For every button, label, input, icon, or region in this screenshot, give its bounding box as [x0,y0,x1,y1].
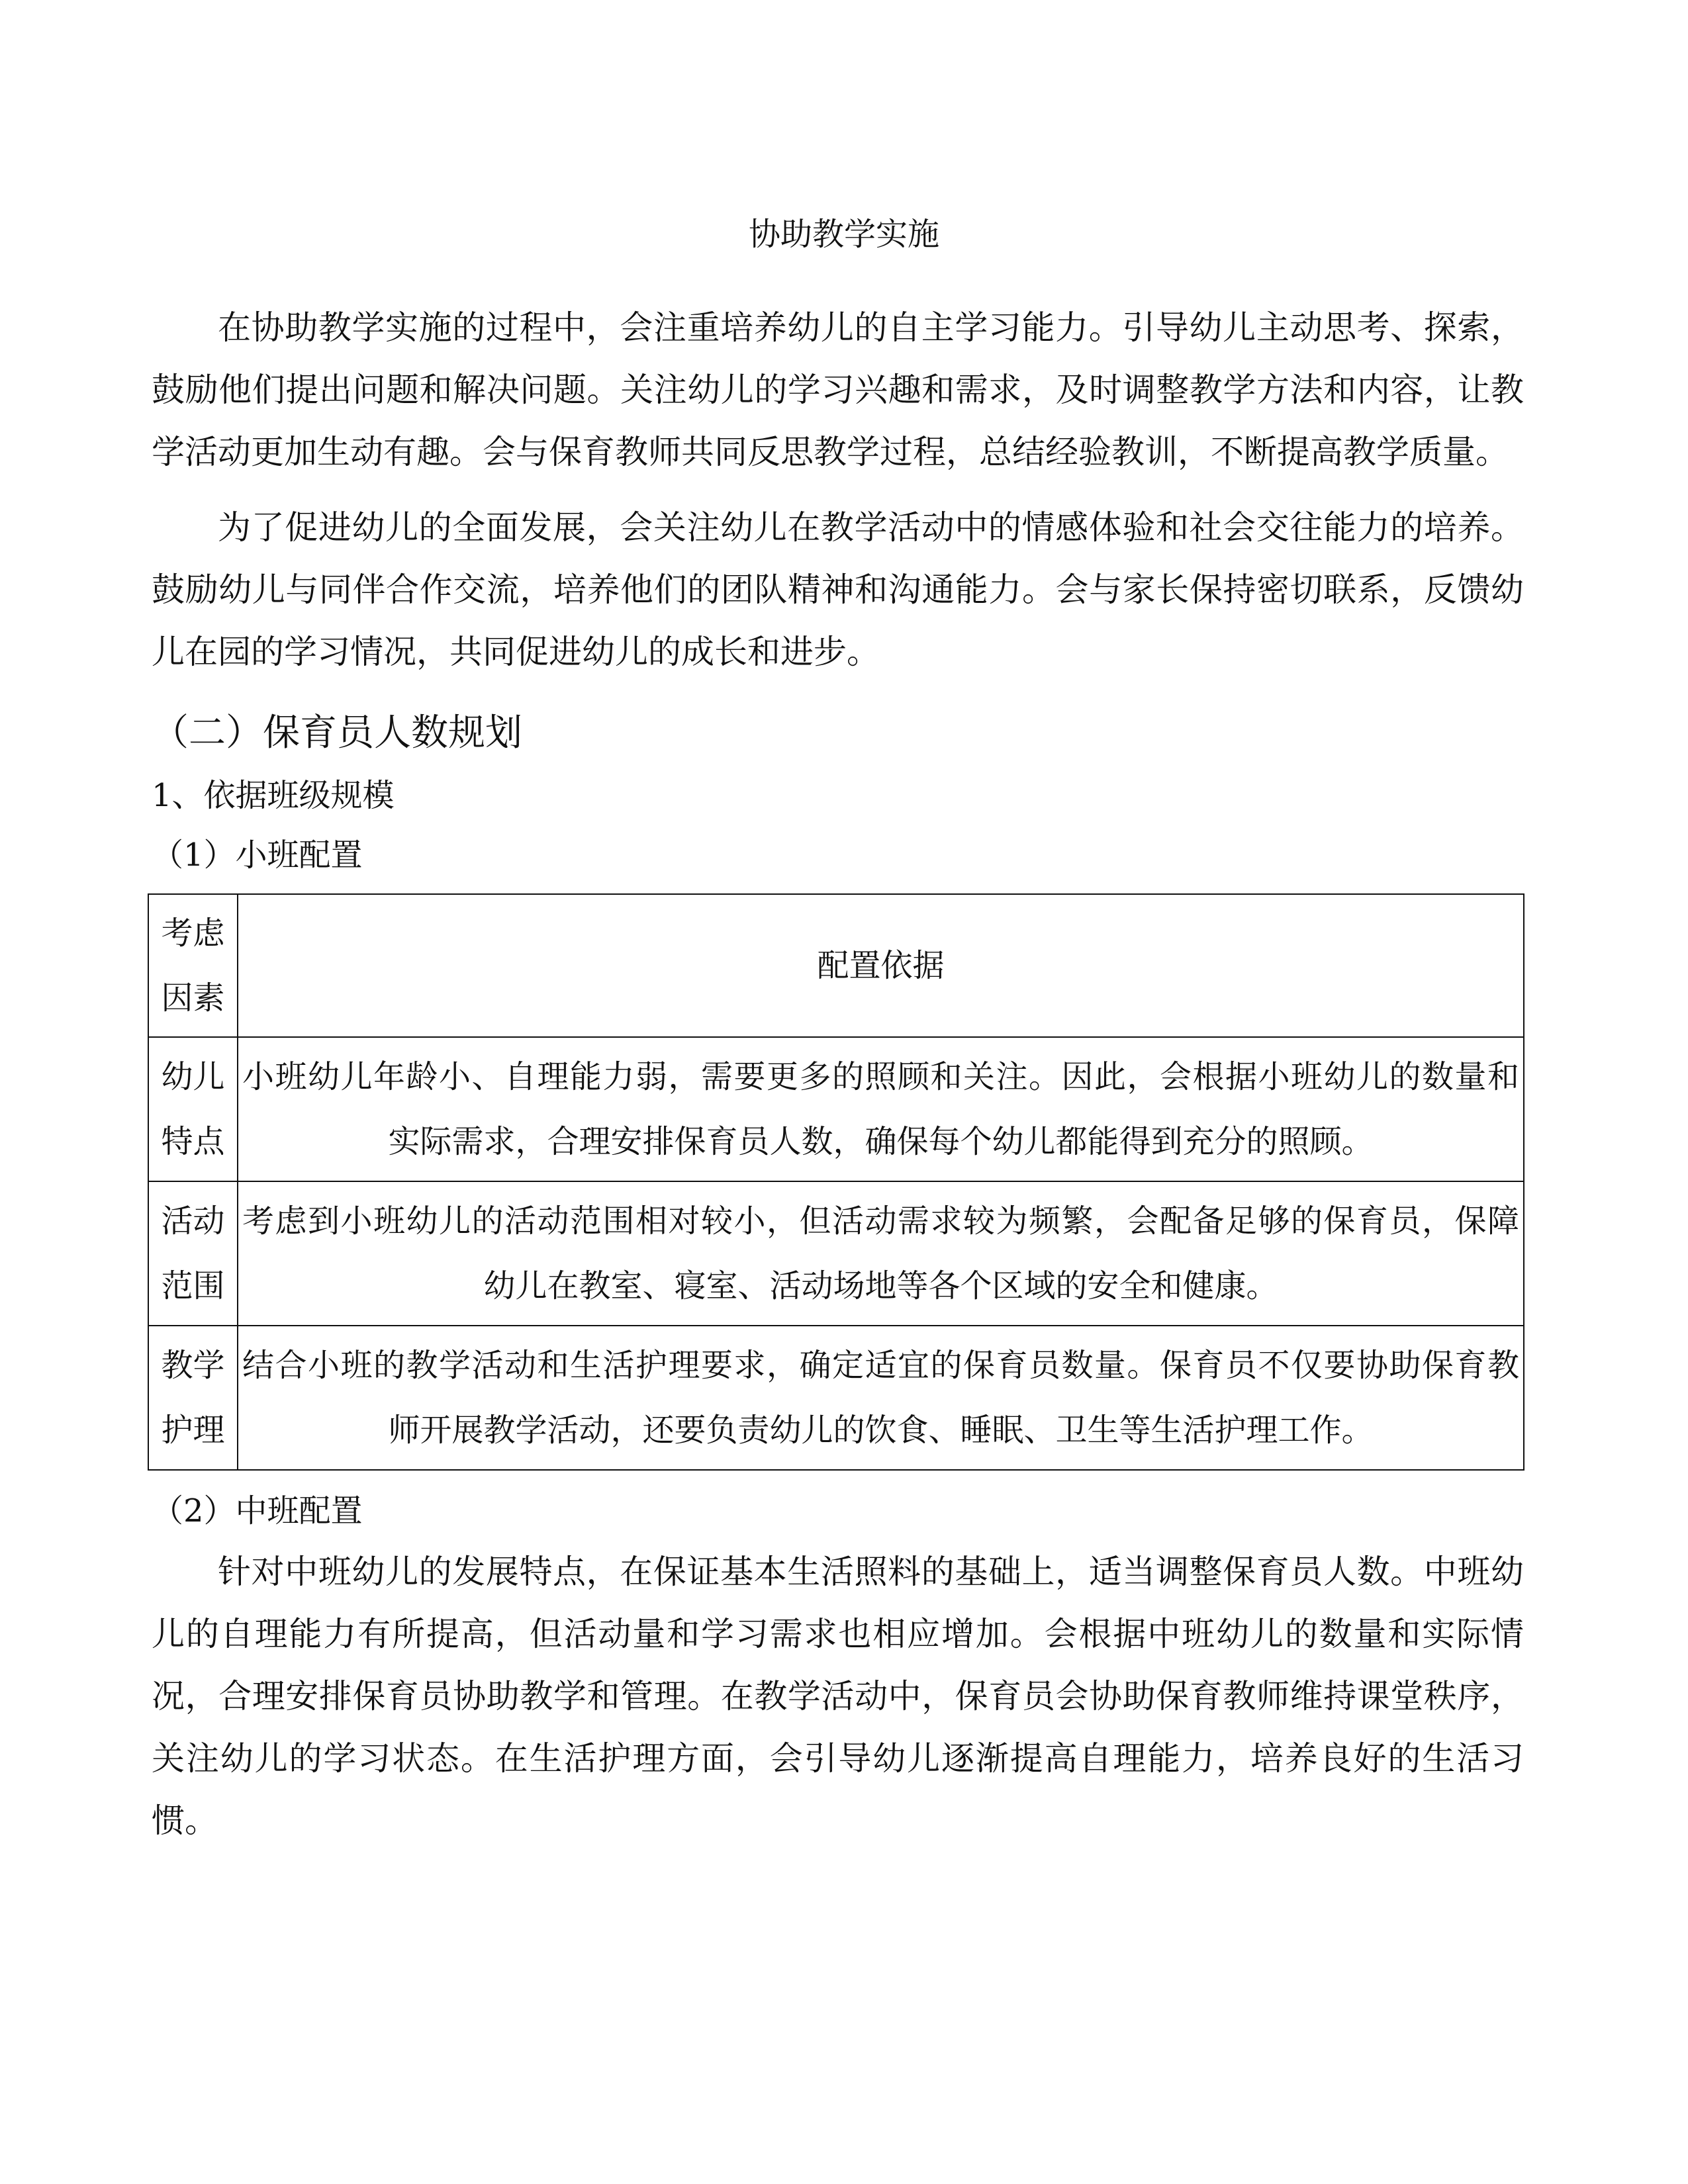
row-factor [148,1037,238,1181]
paragraph-middle-class [152,1541,1524,1852]
header-factor-line: 因素 [161,979,225,1017]
header-basis: 配置依据 [238,894,1524,1037]
header-factor [148,894,238,1037]
text-line: 儿的自理能力有所提高，但活动量和学习需求也相应增加。会根据中班幼儿的数量和实际情 [152,1615,1524,1653]
paragraph-teaching-implementation [152,296,1524,483]
row-basis [238,1181,1524,1326]
text-line: 鼓励他们提出问题和解决问题。关注幼儿的学习兴趣和需求，及时调整教学方法和内容，让教 [152,371,1524,409]
row-factor [148,1181,238,1326]
row-basis [238,1037,1524,1181]
paragraph-overall-development [152,496,1524,683]
middle-class-heading: （2）中班配置 [152,1492,363,1529]
table-row [148,1037,1524,1181]
text-line: 儿在园的学习情况，共同促进幼儿的成长和进步。 [152,633,880,671]
text-line: 鼓励幼儿与同伴合作交流，培养他们的团队精神和沟通能力。会与家长保持密切联系，反馈幼 [152,570,1524,609]
basis-line: 结合小班的教学活动和生活护理要求，确定适宜的保育员数量。保育员不仅要协助保育教 [242,1347,1519,1384]
text-line: 在协助教学实施的过程中，会注重培养幼儿的自主学习能力。引导幼儿主动思考、探索， [218,308,1524,347]
row-factor [148,1326,238,1470]
factor-line: 教学 [161,1347,225,1384]
basis-line: 幼儿在教室、寝室、活动场地等各个区域的安全和健康。 [483,1267,1278,1304]
table-row [148,1326,1524,1470]
factor-line: 幼儿 [161,1058,225,1095]
basis-line: 考虑到小班幼儿的活动范围相对较小，但活动需求较为频繁，会配备足够的保育员，保障 [242,1203,1519,1240]
page-title: 协助教学实施 [748,216,939,253]
header-factor-line: 考虑 [161,915,225,952]
text-line: 关注幼儿的学习状态。在生活护理方面，会引导幼儿逐渐提高自理能力，培养良好的生活习 [152,1739,1524,1778]
factor-line: 范围 [161,1267,225,1304]
table-row [148,1181,1524,1326]
table-header-row [148,894,1524,1037]
text-line: 学活动更加生动有趣。会与保育教师共同反思教学过程，总结经验教训，不断提高教学质量。 [152,433,1509,471]
factor-line: 活动 [161,1203,225,1240]
small-class-heading: （1）小班配置 [152,837,363,874]
factor-line: 护理 [161,1412,225,1449]
basis-line: 师开展教学活动，还要负责幼儿的饮食、睡眠、卫生等生活护理工作。 [388,1412,1374,1449]
row-basis [238,1326,1524,1470]
text-line: 惯。 [152,1801,218,1840]
factor-line: 特点 [161,1123,225,1160]
text-line: 况，合理安排保育员协助教学和管理。在教学活动中，保育员会协助保育教师维持课堂秩序， [152,1677,1524,1715]
basis-line: 小班幼儿年龄小、自理能力弱，需要更多的照顾和关注。因此，会根据小班幼儿的数量和 [242,1058,1519,1095]
basis-line: 实际需求，合理安排保育员人数，确保每个幼儿都能得到充分的照顾。 [388,1123,1374,1160]
small-class-config-table [148,893,1524,1471]
sub-heading: 1、依据班级规模 [152,777,395,814]
section-heading: （二）保育员人数规划 [152,711,522,754]
text-line: 为了促进幼儿的全面发展，会关注幼儿在教学活动中的情感体验和社会交往能力的培养。 [218,508,1524,547]
text-line: 针对中班幼儿的发展特点，在保证基本生活照料的基础上，适当调整保育员人数。中班幼 [218,1553,1524,1591]
